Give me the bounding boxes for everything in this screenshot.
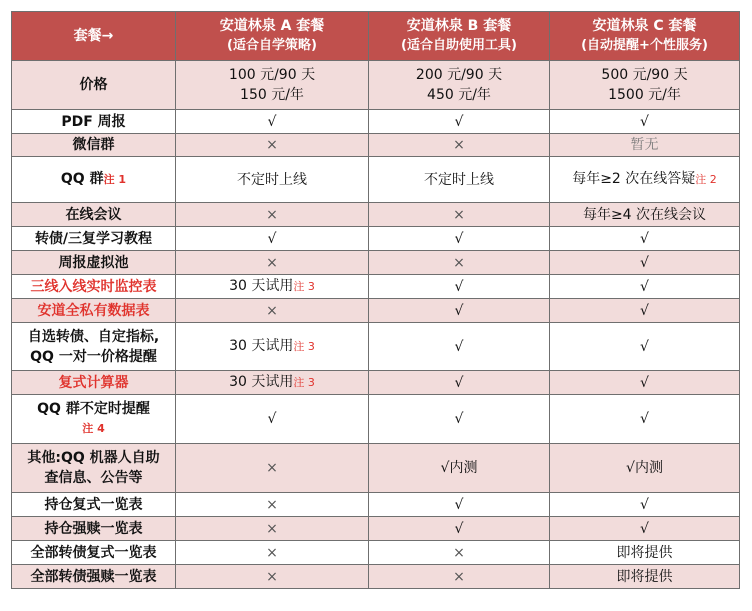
cell-a: ×	[176, 134, 369, 157]
feature-label: 微信群	[12, 134, 176, 157]
feature-label-line1: 自选转债、自定指标,	[27, 328, 160, 345]
cell-c-text: 每年≥2 次在线答疑	[572, 171, 696, 187]
cell-a: √	[176, 227, 369, 251]
feature-label: 在线会议	[12, 203, 176, 227]
table-row-monitor	[12, 275, 740, 299]
table-row-price	[12, 61, 740, 110]
cell-a: ×	[176, 251, 369, 275]
cell-c: √	[550, 493, 740, 517]
cell-c: √内测	[550, 444, 740, 493]
cell-a: ×	[176, 299, 369, 323]
cell-a: √	[176, 395, 369, 444]
cell-b: √	[369, 395, 550, 444]
cell-b: √	[369, 227, 550, 251]
cell-c: √	[550, 110, 740, 134]
table-row-qq	[12, 157, 740, 203]
header-package-a	[176, 12, 369, 61]
cell-c: √	[550, 251, 740, 275]
table-row-all-qs	[12, 565, 740, 589]
cell-b	[369, 61, 550, 110]
cell-b: √	[369, 371, 550, 395]
cell-b: ×	[369, 203, 550, 227]
cell-b: √内测	[369, 444, 550, 493]
cell-b: √	[369, 275, 550, 299]
cell-c: √	[550, 395, 740, 444]
table-row-other	[12, 444, 740, 493]
feature-label: 复式计算器	[12, 371, 176, 395]
package-b-subtitle: (适合自助使用工具)	[401, 38, 517, 53]
header-package-c	[550, 12, 740, 61]
price-a-year: 150 元/年	[240, 87, 304, 103]
package-c-name: 安道林泉 C 套餐	[592, 18, 697, 34]
footnote-ref: 注 3	[293, 280, 315, 293]
cell-c: √	[550, 227, 740, 251]
header-row	[12, 12, 740, 61]
cell-c: 暂无	[550, 134, 740, 157]
footnote-ref: 注 4	[82, 422, 105, 435]
cell-b: √	[369, 323, 550, 371]
cell-a: ×	[176, 493, 369, 517]
cell-a-text: 30 天试用	[229, 278, 294, 294]
price-c-90days: 500 元/90 天	[601, 67, 688, 83]
price-b-90days: 200 元/90 天	[415, 67, 503, 83]
cell-b: ×	[369, 541, 550, 565]
table-row-calculator	[12, 371, 740, 395]
package-comparison-table	[11, 11, 740, 589]
cell-a: ×	[176, 444, 369, 493]
cell-b: ×	[369, 251, 550, 275]
feature-label: 全部转债复式一览表	[12, 541, 176, 565]
cell-c: √	[550, 275, 740, 299]
cell-a-text: 30 天试用	[229, 374, 294, 390]
cell-a: ×	[176, 517, 369, 541]
table-row-pdf	[12, 110, 740, 134]
feature-label-line2: 查信息、公告等	[44, 470, 143, 486]
cell-b: 不定时上线	[369, 157, 550, 203]
feature-label: 周报虚拟池	[12, 251, 176, 275]
price-c-year: 1500 元/年	[608, 87, 681, 103]
cell-c	[550, 157, 740, 203]
cell-a: ×	[176, 541, 369, 565]
package-b-name: 安道林泉 B 套餐	[406, 18, 512, 34]
footnote-ref: 注 2	[695, 173, 717, 186]
cell-a: ×	[176, 565, 369, 589]
table-row-qq-alert	[12, 395, 740, 444]
comparison-table-container	[11, 11, 739, 589]
feature-label: 安道全私有数据表	[12, 299, 176, 323]
cell-a	[176, 275, 369, 299]
package-c-subtitle: (自动提醒+个性服务)	[581, 38, 708, 53]
feature-label: 三线入线实时监控表	[12, 275, 176, 299]
feature-label: 持仓复式一览表	[12, 493, 176, 517]
package-a-subtitle: (适合自学策略)	[227, 38, 317, 53]
cell-a: √	[176, 110, 369, 134]
header-package-label: 套餐→	[12, 12, 176, 61]
cell-a	[176, 61, 369, 110]
cell-b: √	[369, 517, 550, 541]
package-a-name: 安道林泉 A 套餐	[219, 18, 325, 34]
feature-label	[12, 157, 176, 203]
cell-a	[176, 371, 369, 395]
feature-label: 全部转债强赎一览表	[12, 565, 176, 589]
footnote-ref: 注 3	[293, 340, 315, 353]
feature-label-line1: 其他:QQ 机器人自助	[27, 450, 160, 466]
cell-c: 即将提供	[550, 565, 740, 589]
price-b-year: 450 元/年	[427, 87, 491, 103]
cell-c: √	[550, 517, 740, 541]
cell-c: √	[550, 371, 740, 395]
feature-label: 持仓强赎一览表	[12, 517, 176, 541]
feature-label	[12, 395, 176, 444]
table-row-virtual-pool	[12, 251, 740, 275]
feature-label-text: QQ 群不定时提醒	[37, 401, 150, 417]
table-row-all-fs	[12, 541, 740, 565]
cell-b: √	[369, 299, 550, 323]
feature-label: 转债/三复学习教程	[12, 227, 176, 251]
header-package-b	[369, 12, 550, 61]
feature-label	[12, 444, 176, 493]
table-row-custom-alert	[12, 323, 740, 371]
table-row-hold-fs	[12, 493, 740, 517]
table-row-meeting	[12, 203, 740, 227]
cell-a: 不定时上线	[176, 157, 369, 203]
feature-label-line2: QQ 一对一价格提醒	[30, 348, 157, 365]
cell-c: √	[550, 323, 740, 371]
cell-b: √	[369, 493, 550, 517]
table-row-wechat	[12, 134, 740, 157]
cell-c: √	[550, 299, 740, 323]
table-row-hold-qs	[12, 517, 740, 541]
cell-a	[176, 323, 369, 371]
footnote-ref: 注 1	[103, 173, 127, 186]
feature-label: PDF 周报	[12, 110, 176, 134]
cell-a-text: 30 天试用	[229, 338, 294, 354]
cell-b: ×	[369, 565, 550, 589]
cell-b: ×	[369, 134, 550, 157]
cell-c: 每年≥4 次在线会议	[550, 203, 740, 227]
cell-a: ×	[176, 203, 369, 227]
table-row-private-data	[12, 299, 740, 323]
cell-c	[550, 61, 740, 110]
feature-label: 价格	[12, 61, 176, 110]
feature-label-text: QQ 群	[60, 171, 104, 187]
price-a-90days: 100 元/90 天	[228, 67, 316, 83]
cell-b: √	[369, 110, 550, 134]
feature-label	[12, 323, 176, 371]
table-row-tutorial	[12, 227, 740, 251]
footnote-ref: 注 3	[293, 376, 315, 389]
cell-c: 即将提供	[550, 541, 740, 565]
